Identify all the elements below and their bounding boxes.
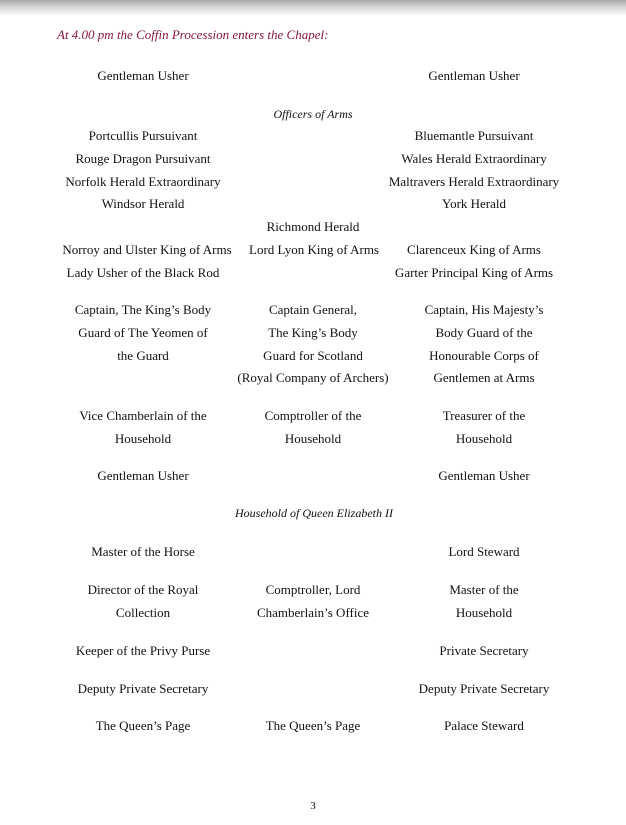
palace-steward: Palace Steward <box>444 718 524 733</box>
director-royal-collection-line: Director of the Royal <box>87 582 199 597</box>
master-of-household-line: Household <box>455 605 513 620</box>
captain-left-line: Captain, The King’s Body <box>74 302 212 317</box>
treasurer-line: Household <box>455 431 513 446</box>
deputy-private-secretary-left: Deputy Private Secretary <box>77 681 209 696</box>
officer-right: Maltravers Herald Extraordinary <box>388 174 560 189</box>
comptroller-line: Household <box>284 431 342 446</box>
captain-left-line: the Guard <box>117 348 169 363</box>
gentleman-usher-left: Gentleman Usher <box>97 468 189 483</box>
captain-right-line: Captain, His Majesty’s <box>424 302 544 317</box>
director-royal-collection-line: Collection <box>115 605 171 620</box>
comptroller-line: Comptroller of the <box>264 408 362 423</box>
captain-centre-line: (Royal Company of Archers) <box>237 370 389 385</box>
page-top-shadow <box>0 0 626 16</box>
queens-page-left: The Queen’s Page <box>95 718 191 733</box>
officer-centre: Lord Lyon King of Arms <box>249 242 379 257</box>
officer-centre: Richmond Herald <box>266 219 360 234</box>
comptroller-lord-chamberlain-line: Chamberlain’s Office <box>256 605 370 620</box>
comptroller-lord-chamberlain-line: Comptroller, Lord <box>265 582 361 597</box>
captain-right-line: Gentlemen at Arms <box>433 370 535 385</box>
household-heading: Household of Queen Elizabeth II <box>235 506 393 520</box>
officer-left: Rouge Dragon Pursuivant <box>75 151 211 166</box>
gentleman-usher-right: Gentleman Usher <box>428 68 520 83</box>
captain-centre-line: Guard for Scotland <box>263 348 363 363</box>
gentleman-usher-left: Gentleman Usher <box>97 68 189 83</box>
officer-right: York Herald <box>441 196 507 211</box>
page-number: 3 <box>310 800 316 812</box>
master-of-household-line: Master of the <box>449 582 519 597</box>
officer-right: Clarenceux King of Arms <box>407 242 541 257</box>
officer-right: Wales Herald Extraordinary <box>401 151 547 166</box>
procession-intro: At 4.00 pm the Coffin Procession enters the Chapel: <box>57 27 329 42</box>
vice-chamberlain-line: Household <box>114 431 172 446</box>
captain-centre-line: Captain General, <box>268 302 358 317</box>
officer-right: Garter Principal King of Arms <box>394 265 554 280</box>
captain-right-line: Honourable Corps of <box>429 348 539 363</box>
private-secretary: Private Secretary <box>439 643 529 658</box>
queens-page-centre: The Queen’s Page <box>265 718 361 733</box>
officer-right: Bluemantle Pursuivant <box>414 128 534 143</box>
officer-left: Lady Usher of the Black Rod <box>66 265 220 280</box>
master-of-horse: Master of the Horse <box>91 544 195 559</box>
treasurer-line: Treasurer of the <box>442 408 526 423</box>
lord-steward: Lord Steward <box>448 544 520 559</box>
officer-left: Portcullis Pursuivant <box>88 128 198 143</box>
officers-of-arms-heading: Officers of Arms <box>273 107 353 121</box>
vice-chamberlain-line: Vice Chamberlain of the <box>79 408 207 423</box>
captain-left-line: Guard of The Yeomen of <box>78 325 208 340</box>
deputy-private-secretary-right: Deputy Private Secretary <box>418 681 550 696</box>
captain-right-line: Body Guard of the <box>435 325 533 340</box>
gentleman-usher-right: Gentleman Usher <box>438 468 530 483</box>
captain-centre-line: The King’s Body <box>268 325 358 340</box>
officer-left: Norroy and Ulster King of Arms <box>62 242 232 257</box>
officer-left: Norfolk Herald Extraordinary <box>65 174 221 189</box>
officer-left: Windsor Herald <box>101 196 185 211</box>
keeper-privy-purse: Keeper of the Privy Purse <box>75 643 211 658</box>
